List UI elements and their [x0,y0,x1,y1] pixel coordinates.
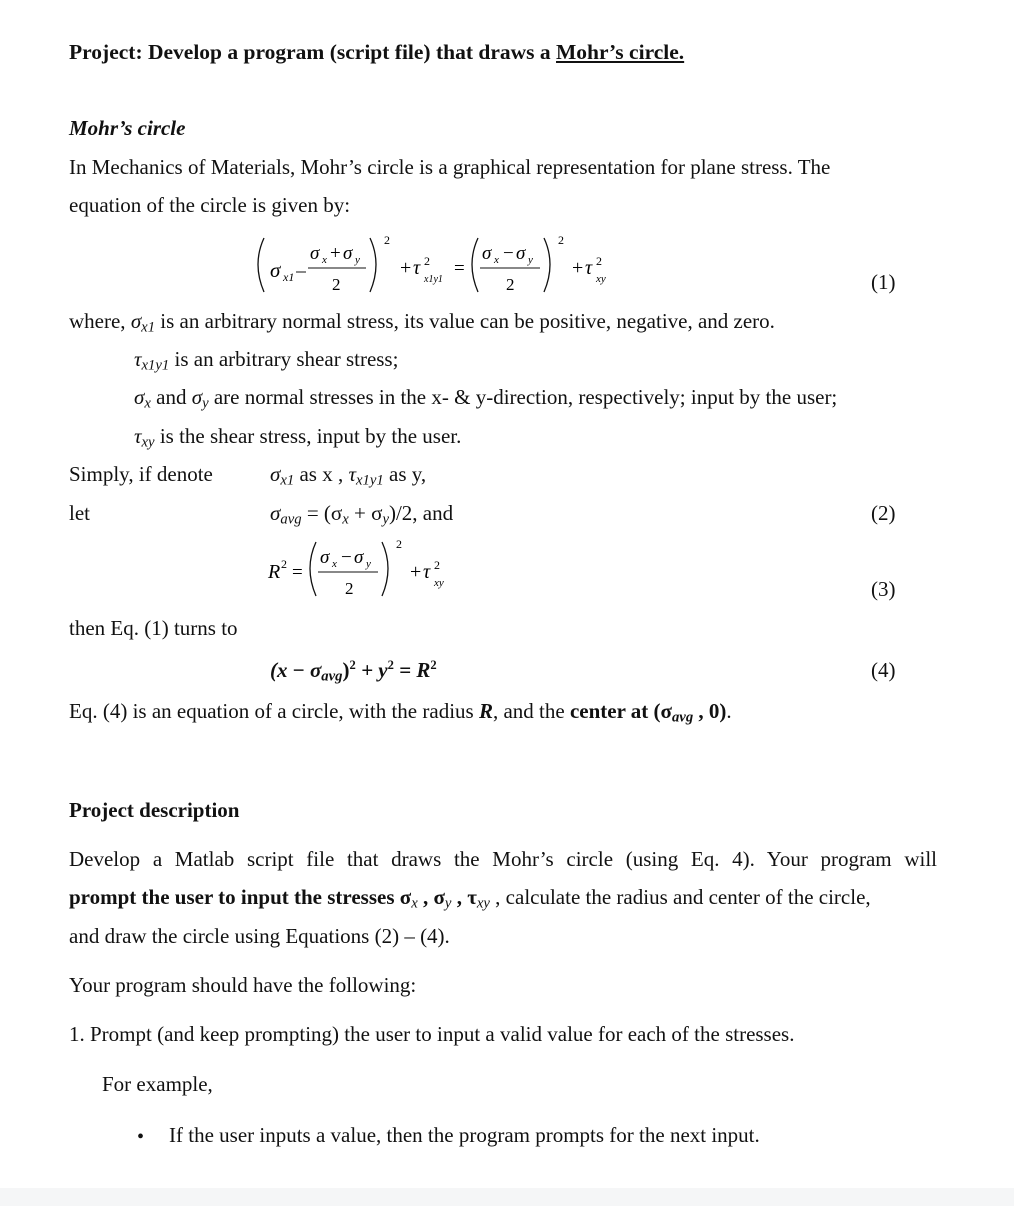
eq3-x: x [332,558,337,570]
eq1-right-paren [370,238,376,292]
eq1-num-y: y [355,254,360,266]
eq2-number: (2) [871,501,896,525]
eq3-sigma-y: σ [354,547,364,568]
eq1-den-2: 2 [332,275,341,294]
project-title-link: Mohr’s circle. [556,40,685,64]
txy-rest: is the shear stress, input by the user. [154,424,462,448]
eq4-description [69,701,732,725]
sigma-y-sub: y [202,395,209,412]
eq1-x1: x1 [283,270,295,284]
eq4-desc-R: R [478,699,493,723]
eq3-left-paren [310,542,316,596]
mohr-heading: Mohr’s circle [69,116,186,140]
denote-x1: x1 [280,472,295,489]
let-avg: avg [280,511,302,528]
desc-comma2: , τ [451,885,477,909]
eq1-right-paren-2 [544,238,550,292]
eq1-rhs-y: y [528,254,533,266]
eq3-den-2: 2 [345,579,354,598]
item-1: 1. Prompt (and keep prompting) the user to input a valid value for each of the stresses. [69,1022,795,1046]
eq3-number: (3) [871,577,896,601]
eq3-xy: xy [434,577,444,589]
desc-comma1: , σ [417,885,445,909]
eq1-tau-2: τ [585,257,593,279]
let-end: )/2, and [388,501,454,525]
where-sigma: σ [130,309,142,333]
following-line: Your program should have the following: [69,973,417,997]
eq1-sq-2: 2 [558,233,564,247]
project-title-prefix: Project: Develop a program (script file) that draws a [69,40,557,64]
eq3-plus: + [410,561,422,583]
eq4-avg: avg [321,668,343,685]
where-rest: is an arbitrary normal stress, its value can be positive, negative, and zero. [155,309,775,333]
eq4-desc-center: center at (σ [569,699,672,723]
eq4-desc-center-end: , 0) [693,699,727,723]
tau-rest: is an arbitrary shear stress; [169,347,399,371]
eq3-right-paren [382,542,388,596]
eq1-tau-sq-1: 2 [424,254,430,268]
eq4-desc-dot: . [726,699,732,723]
desc-line-2 [69,887,871,911]
txy-symbol: τ [134,424,142,448]
then-label: then Eq. (1) turns to [69,616,238,640]
tau-line [134,349,398,373]
eq3-y: y [366,558,371,570]
eq1-tau-1: τ [413,257,421,279]
where-x1: x1 [141,319,156,336]
desc-line-1: Develop a Matlab script file that draws the Mohr’s circle (using Eq. 4). Your program will [69,847,937,871]
sigma-x-sub: x [144,395,151,412]
let-y: y [382,511,389,528]
eq4-number: (4) [871,658,896,682]
denote-label: Simply, if denote [69,462,213,486]
eq1-sq-1: 2 [384,233,390,247]
bullet-dot-icon: • [137,1126,145,1148]
let-sigma: σ [270,501,281,525]
denote-as-y: as y, [383,462,427,486]
let-eq: = (σ [301,501,343,525]
eq1-rhs-x: x [494,254,499,266]
eq4-sq-2: 2 [387,658,394,672]
desc-line2-bold: prompt the user to input the stresses σ [69,885,412,909]
eq3-R-sq: 2 [281,557,287,571]
sigma-and: and [150,385,192,409]
eq4-desc-p1: Eq. (4) is an equation of a circle, with the radius [69,699,479,723]
eq4-desc-p2: , and the [492,699,570,723]
desc-line-3: and draw the circle using Equations (2) – (4). [69,924,450,948]
eq1-num-sigma-y: σ [343,243,353,264]
where-line [69,311,775,335]
eq3-sq: 2 [396,537,402,551]
desc-y: y [444,895,452,912]
eq4-desc-avg: avg [671,709,694,726]
page-bottom-edge [0,1188,1014,1206]
desc-line2-rest: , calculate the radius and center of the circle, [489,885,871,909]
project-description-heading: Project description [69,798,240,822]
eq3-tau-sq: 2 [434,558,440,572]
equation-3 [264,536,474,604]
eq4-x: (x [270,658,288,682]
eq1-number: (1) [871,270,896,294]
sigma-x-symbol: σ [134,385,145,409]
eq4-sq-3: 2 [430,658,437,672]
denote-tau: τ [348,462,357,486]
tau-symbol: τ [134,347,142,371]
eq1-rhs-minus: − [503,243,514,264]
eq1-xy: xy [596,273,606,285]
denote-x1y1: x1y1 [356,472,384,489]
let-x: x [342,511,349,528]
intro-line-2: equation of the circle is given by: [69,193,351,217]
txy-sub: xy [141,434,155,451]
eq1-rhs-sigma-y: σ [516,243,526,264]
eq1-left-paren-2 [472,238,478,292]
let-plus: + σ [348,501,383,525]
eq1-tau-sq-2: 2 [596,254,602,268]
eq1-left-paren [258,238,264,292]
sigma-line [134,387,837,411]
eq1-plus-1: + [400,257,412,279]
for-example: For example, [102,1072,213,1096]
denote-sigma: σ [270,462,281,486]
eq4-close: ) [342,658,350,682]
sigma-y-symbol: σ [191,385,203,409]
denote-expression [270,464,426,488]
let-expression [270,503,453,527]
desc-xy: xy [476,895,490,912]
where-prefix: where, [69,309,131,333]
eq1-rhs-den-2: 2 [506,275,515,294]
eq1-sigma: σ [270,258,281,282]
eq3-equals: = [292,562,303,583]
bullet-1-text: If the user inputs a value, then the program prompts for the next input. [169,1123,760,1147]
intro-line-1: In Mechanics of Materials, Mohr’s circle is a graphical representation for plane stress. The [69,155,831,179]
equation-1 [250,230,620,298]
eq1-num-plus: + [330,243,341,264]
eq3-sigma-x: σ [320,547,330,568]
eq4-equals-R: = R [393,658,431,682]
eq1-plus-2: + [572,257,584,279]
eq3-minus: − [341,547,352,568]
denote-as-x: as x , [294,462,349,486]
let-label: let [69,501,90,525]
eq1-x1y1: x1y1 [424,274,443,285]
eq1-num-x: x [322,254,327,266]
equation-4 [270,659,437,684]
desc-x: x [411,895,418,912]
eq3-R: R [268,561,281,583]
eq1-rhs-sigma-x: σ [482,243,492,264]
eq4-sq-1: 2 [349,658,356,672]
tau-x1y1: x1y1 [141,357,170,374]
project-title [69,42,684,64]
eq1-equals: = [454,258,465,279]
sigma-rest: are normal stresses in the x- & y-direction, respectively; input by the user; [208,385,838,409]
txy-line [134,426,461,450]
eq1-num-sigma-x: σ [310,243,320,264]
eq3-tau: τ [423,561,431,583]
eq4-minus: − [287,658,310,682]
eq4-sigma: σ [309,658,322,682]
eq4-plus-y: + y [355,658,388,682]
